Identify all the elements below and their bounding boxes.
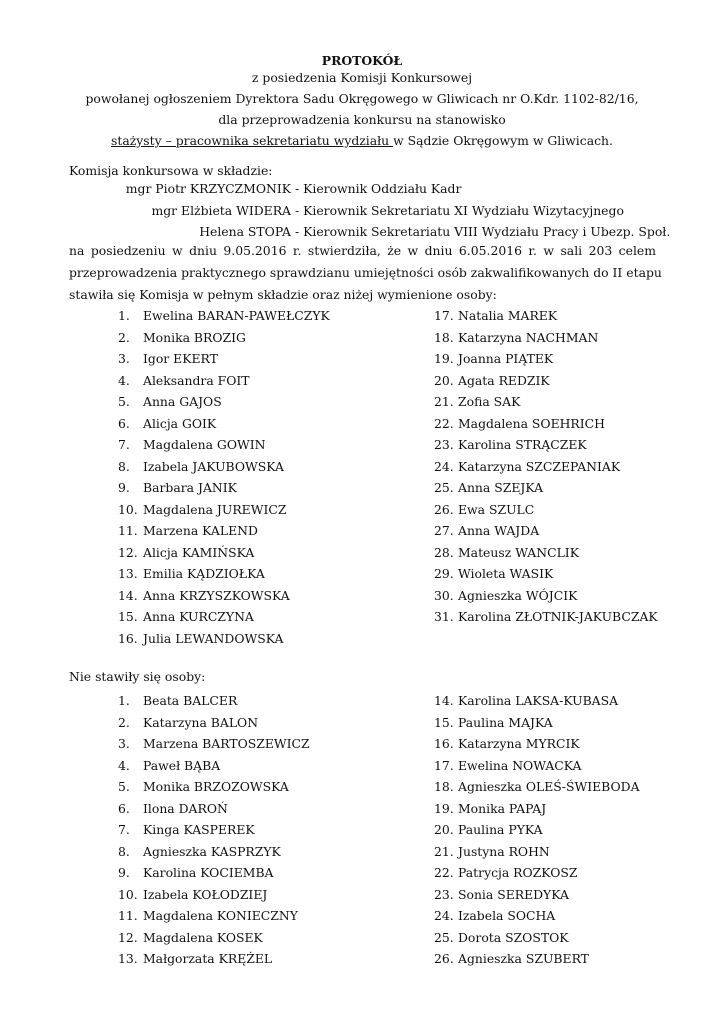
list-item-number: 25. [434,480,454,495]
member-name: mgr Elżbieta WIDERA [151,202,291,218]
list-item [118,563,330,585]
list-item-number: 14. [434,693,454,708]
list-item-number: 16. [118,630,138,646]
list-item-name: Ewa SZULC [458,501,535,517]
member-name: mgr Piotr KRZYCZMONIK [125,181,291,196]
list-item-name: Paweł BĄBA [143,757,221,773]
list-item [118,927,310,949]
list-item-name: Paulina PYKA [458,822,543,837]
list-item [118,862,310,884]
list-item [118,690,310,712]
list-item-name: Katarzyna SZCZEPANIAK [458,458,621,474]
list-item-name: Alicja KAMIŃSKA [143,544,255,560]
list-item-name: Dorota SZOSTOK [458,929,569,945]
list-item-name: Agnieszka SZUBERT [458,951,589,966]
position-rest: w Sądzie Okręgowym w Gliwicach. [393,133,613,148]
list-item-name: Natalia MAREK [458,308,558,323]
list-item [434,798,640,820]
list-item-number: 4. [118,757,130,773]
list-item-number: 15. [434,714,454,730]
list-item-number: 12. [118,929,138,945]
list-item-name: Anna WAJDA [458,523,540,538]
list-item [434,520,658,542]
list-item-name: Sonia SEREDYKA [458,886,569,902]
list-item-name: Izabela KOŁODZIEJ [143,886,268,902]
list-item [434,733,640,755]
list-item [118,585,330,607]
list-item-name: Anna KRZYSZKOWSKA [143,587,290,603]
list-item-name: Agnieszka OLEŚ-ŚWIEBODA [458,779,640,794]
list-item-number: 24. [434,908,454,923]
list-item [434,690,640,712]
list-item-number: 25. [434,929,454,945]
list-item [118,905,310,927]
list-item [118,305,330,327]
list-item [118,819,310,841]
list-item [434,819,640,841]
commission-members [69,178,669,243]
list-item [434,413,658,435]
list-item [434,776,640,798]
list-item-name: Magdalena JUREWICZ [143,501,287,517]
body-line: stawiła się Komisja w pełnym składzie oraz niżej wymienione osoby: [69,286,497,302]
position-line [0,130,724,151]
list-item-number: 16. [434,736,454,751]
list-item-number: 19. [434,351,454,366]
list-item-name: Anna SZEJKA [458,480,544,495]
list-item-number: 10. [118,501,138,517]
commission-label: Komisja konkursowa w składzie: [69,163,273,178]
list-item-number: 7. [118,822,130,837]
list-item-number: 6. [118,800,130,816]
list-item-number: 13. [118,951,138,966]
list-item [118,884,310,906]
list-item [434,755,640,777]
list-item-number: 1. [118,308,130,323]
header-block [0,67,724,151]
list-item-name: Marzena KALEND [143,523,258,538]
member-role: - Kierownik Oddziału Kadr [295,181,462,196]
list-item-number: 24. [434,458,454,474]
list-item-number: 27. [434,523,454,538]
list-item-name: Aleksandra FOIT [143,372,250,388]
list-item-number: 28. [434,544,454,560]
list-item-number: 1. [118,693,130,708]
list-item-name: Izabela JAKUBOWSKA [143,458,284,474]
list-item-number: 22. [434,865,454,880]
list-item [434,305,658,327]
list-item-number: 6. [118,415,130,431]
list-item [118,391,330,413]
header-line: z posiedzenia Komisji Konkursowej [251,70,473,85]
list-item-name: Magdalena GOWIN [143,437,266,452]
list-item-number: 2. [118,329,130,345]
list-item-name: Izabela SOCHA [458,908,556,923]
list-item [434,927,640,949]
list-item-name: Karolina STRĄCZEK [458,437,587,452]
present-list-right [434,305,658,628]
list-item-number: 18. [434,779,454,794]
list-item [118,499,330,521]
member-name: Helena STOPA [199,224,291,239]
list-item-number: 9. [118,480,130,495]
list-item [118,628,330,650]
body-line: na posiedzeniu w dniu 9.05.2016 r. stwierdziła, że w dniu 6.05.2016 r. w sali 203 celem [69,243,656,258]
list-item-name: Anna GAJOS [143,394,222,409]
list-item-number: 5. [118,779,130,794]
list-item [118,948,310,970]
list-item-number: 18. [434,329,454,345]
list-item [434,841,640,863]
list-item-number: 7. [118,437,130,452]
list-item-number: 14. [118,587,138,603]
list-item-name: Anna KURCZYNA [143,609,254,624]
list-item-number: 30. [434,587,454,603]
list-item [118,733,310,755]
list-item [118,776,310,798]
list-item-name: Ewelina NOWACKA [458,757,582,773]
list-item-number: 29. [434,566,454,581]
list-item-number: 15. [118,609,138,624]
list-item [434,456,658,478]
list-item-name: Karolina KOCIEMBA [143,865,274,880]
list-item-number: 17. [434,757,454,773]
list-item-name: Mateusz WANCLIK [458,544,579,560]
list-item-name: Alicja GOIK [143,415,217,431]
list-item-name: Patrycja ROZKOSZ [458,865,578,880]
member-role: - Kierownik Sekretariatu XI Wydziału Wizytacyjnego [295,202,624,218]
list-item [434,905,640,927]
list-item-name: Katarzyna MYRCIK [458,736,580,751]
list-item [434,712,640,734]
header-line: powołanej ogłoszeniem Dyrektora Sadu Okręgowego w Gliwicach nr O.Kdr. 1102-82/16, [85,91,639,106]
list-item [434,542,658,564]
list-item [118,755,310,777]
list-item-name: Ilona DAROŃ [143,800,228,816]
list-item-number: 26. [434,951,454,966]
list-item-number: 19. [434,800,454,816]
list-item-name: Magdalena SOEHRICH [458,415,605,431]
list-item [434,563,658,585]
list-item [434,348,658,370]
list-item-name: Monika BROZIG [143,329,246,345]
list-item-name: Agnieszka KASPRZYK [143,843,281,859]
list-item [434,585,658,607]
list-item [434,884,640,906]
list-item [434,477,658,499]
list-item-name: Emilia KĄDZIOŁKA [143,566,265,581]
list-item-name: Magdalena KOSEK [143,929,263,945]
member-role: - Kierownik Sekretariatu VIII Wydziału Pracy i Ubezp. Społ. [295,224,671,239]
list-item-name: Kinga KASPEREK [143,822,255,837]
list-item [118,477,330,499]
commission-member [69,178,669,200]
list-item-name: Justyna ROHN [458,843,550,859]
list-item-name: Monika PAPAJ [458,800,547,816]
list-item [118,434,330,456]
list-item-number: 23. [434,886,454,902]
list-item [118,606,330,628]
list-item-number: 12. [118,544,138,560]
commission-member [69,200,669,222]
list-item [118,520,330,542]
list-item [118,370,330,392]
list-item-name: Igor EKERT [143,351,218,366]
list-item-number: 13. [118,566,138,581]
list-item-number: 11. [118,523,138,538]
list-item [434,499,658,521]
list-item-name: Julia LEWANDOWSKA [143,630,284,646]
list-item-number: 26. [434,501,454,517]
list-item [118,456,330,478]
absent-list-right [434,690,640,970]
list-item-number: 8. [118,458,130,474]
list-item-number: 20. [434,372,454,388]
list-item [434,862,640,884]
body-line: przeprowadzenia praktycznego sprawdzianu umiejętności osób zakwalifikowanych do II etapu [69,264,662,280]
list-item-name: Magdalena KONIECZNY [143,908,298,923]
list-item-name: Agata REDZIK [458,372,550,388]
list-item [434,370,658,392]
list-item [434,948,640,970]
list-item [118,327,330,349]
list-item-name: Marzena BARTOSZEWICZ [143,736,310,751]
list-item-number: 21. [434,843,454,859]
list-item-number: 22. [434,415,454,431]
list-item-number: 8. [118,843,130,859]
absent-label: Nie stawiły się osoby: [69,669,206,684]
present-list-left [118,305,330,649]
list-item-name: Paulina MAJKA [458,714,553,730]
list-item-name: Karolina LAKSA-KUBASA [458,693,619,708]
list-item-number: 3. [118,736,130,751]
list-item-name: Joanna PIĄTEK [458,351,554,366]
list-item-name: Karolina ZŁOTNIK-JAKUBCZAK [458,609,658,624]
list-item-number: 2. [118,714,130,730]
list-item-name: Zofia SAK [458,394,521,409]
list-item-name: Katarzyna BALON [143,714,259,730]
list-item-number: 23. [434,437,454,452]
list-item-number: 31. [434,609,454,624]
list-item-name: Małgorzata KRĘŻEL [143,951,273,966]
list-item-number: 10. [118,886,138,902]
list-item-number: 9. [118,865,130,880]
document-title: PROTOKÓŁ [321,53,403,68]
list-item-number: 5. [118,394,130,409]
list-item-number: 4. [118,372,130,388]
list-item [118,348,330,370]
list-item-number: 11. [118,908,138,923]
list-item [118,413,330,435]
list-item-name: Wioleta WASIK [458,566,554,581]
list-item-number: 17. [434,308,454,323]
list-item-number: 3. [118,351,130,366]
list-item-name: Barbara JANIK [143,480,237,495]
list-item [118,798,310,820]
list-item [118,841,310,863]
list-item-name: Monika BRZOZOWSKA [143,779,289,794]
header-line: dla przeprowadzenia konkursu na stanowisko [218,112,506,127]
list-item [434,434,658,456]
list-item [118,712,310,734]
list-item [118,542,330,564]
list-item-number: 20. [434,822,454,837]
list-item [434,327,658,349]
list-item-number: 21. [434,394,454,409]
list-item-name: Beata BALCER [143,693,238,708]
list-item-name: Agnieszka WÓJCIK [458,587,578,603]
position-underlined: stażysty – pracownika sekretariatu wydziału [111,133,394,148]
absent-list-left [118,690,310,970]
list-item-name: Ewelina BARAN-PAWEŁCZYK [143,308,330,323]
list-item [434,606,658,628]
list-item [434,391,658,413]
body-paragraph [69,240,662,305]
list-item-name: Katarzyna NACHMAN [458,329,599,345]
